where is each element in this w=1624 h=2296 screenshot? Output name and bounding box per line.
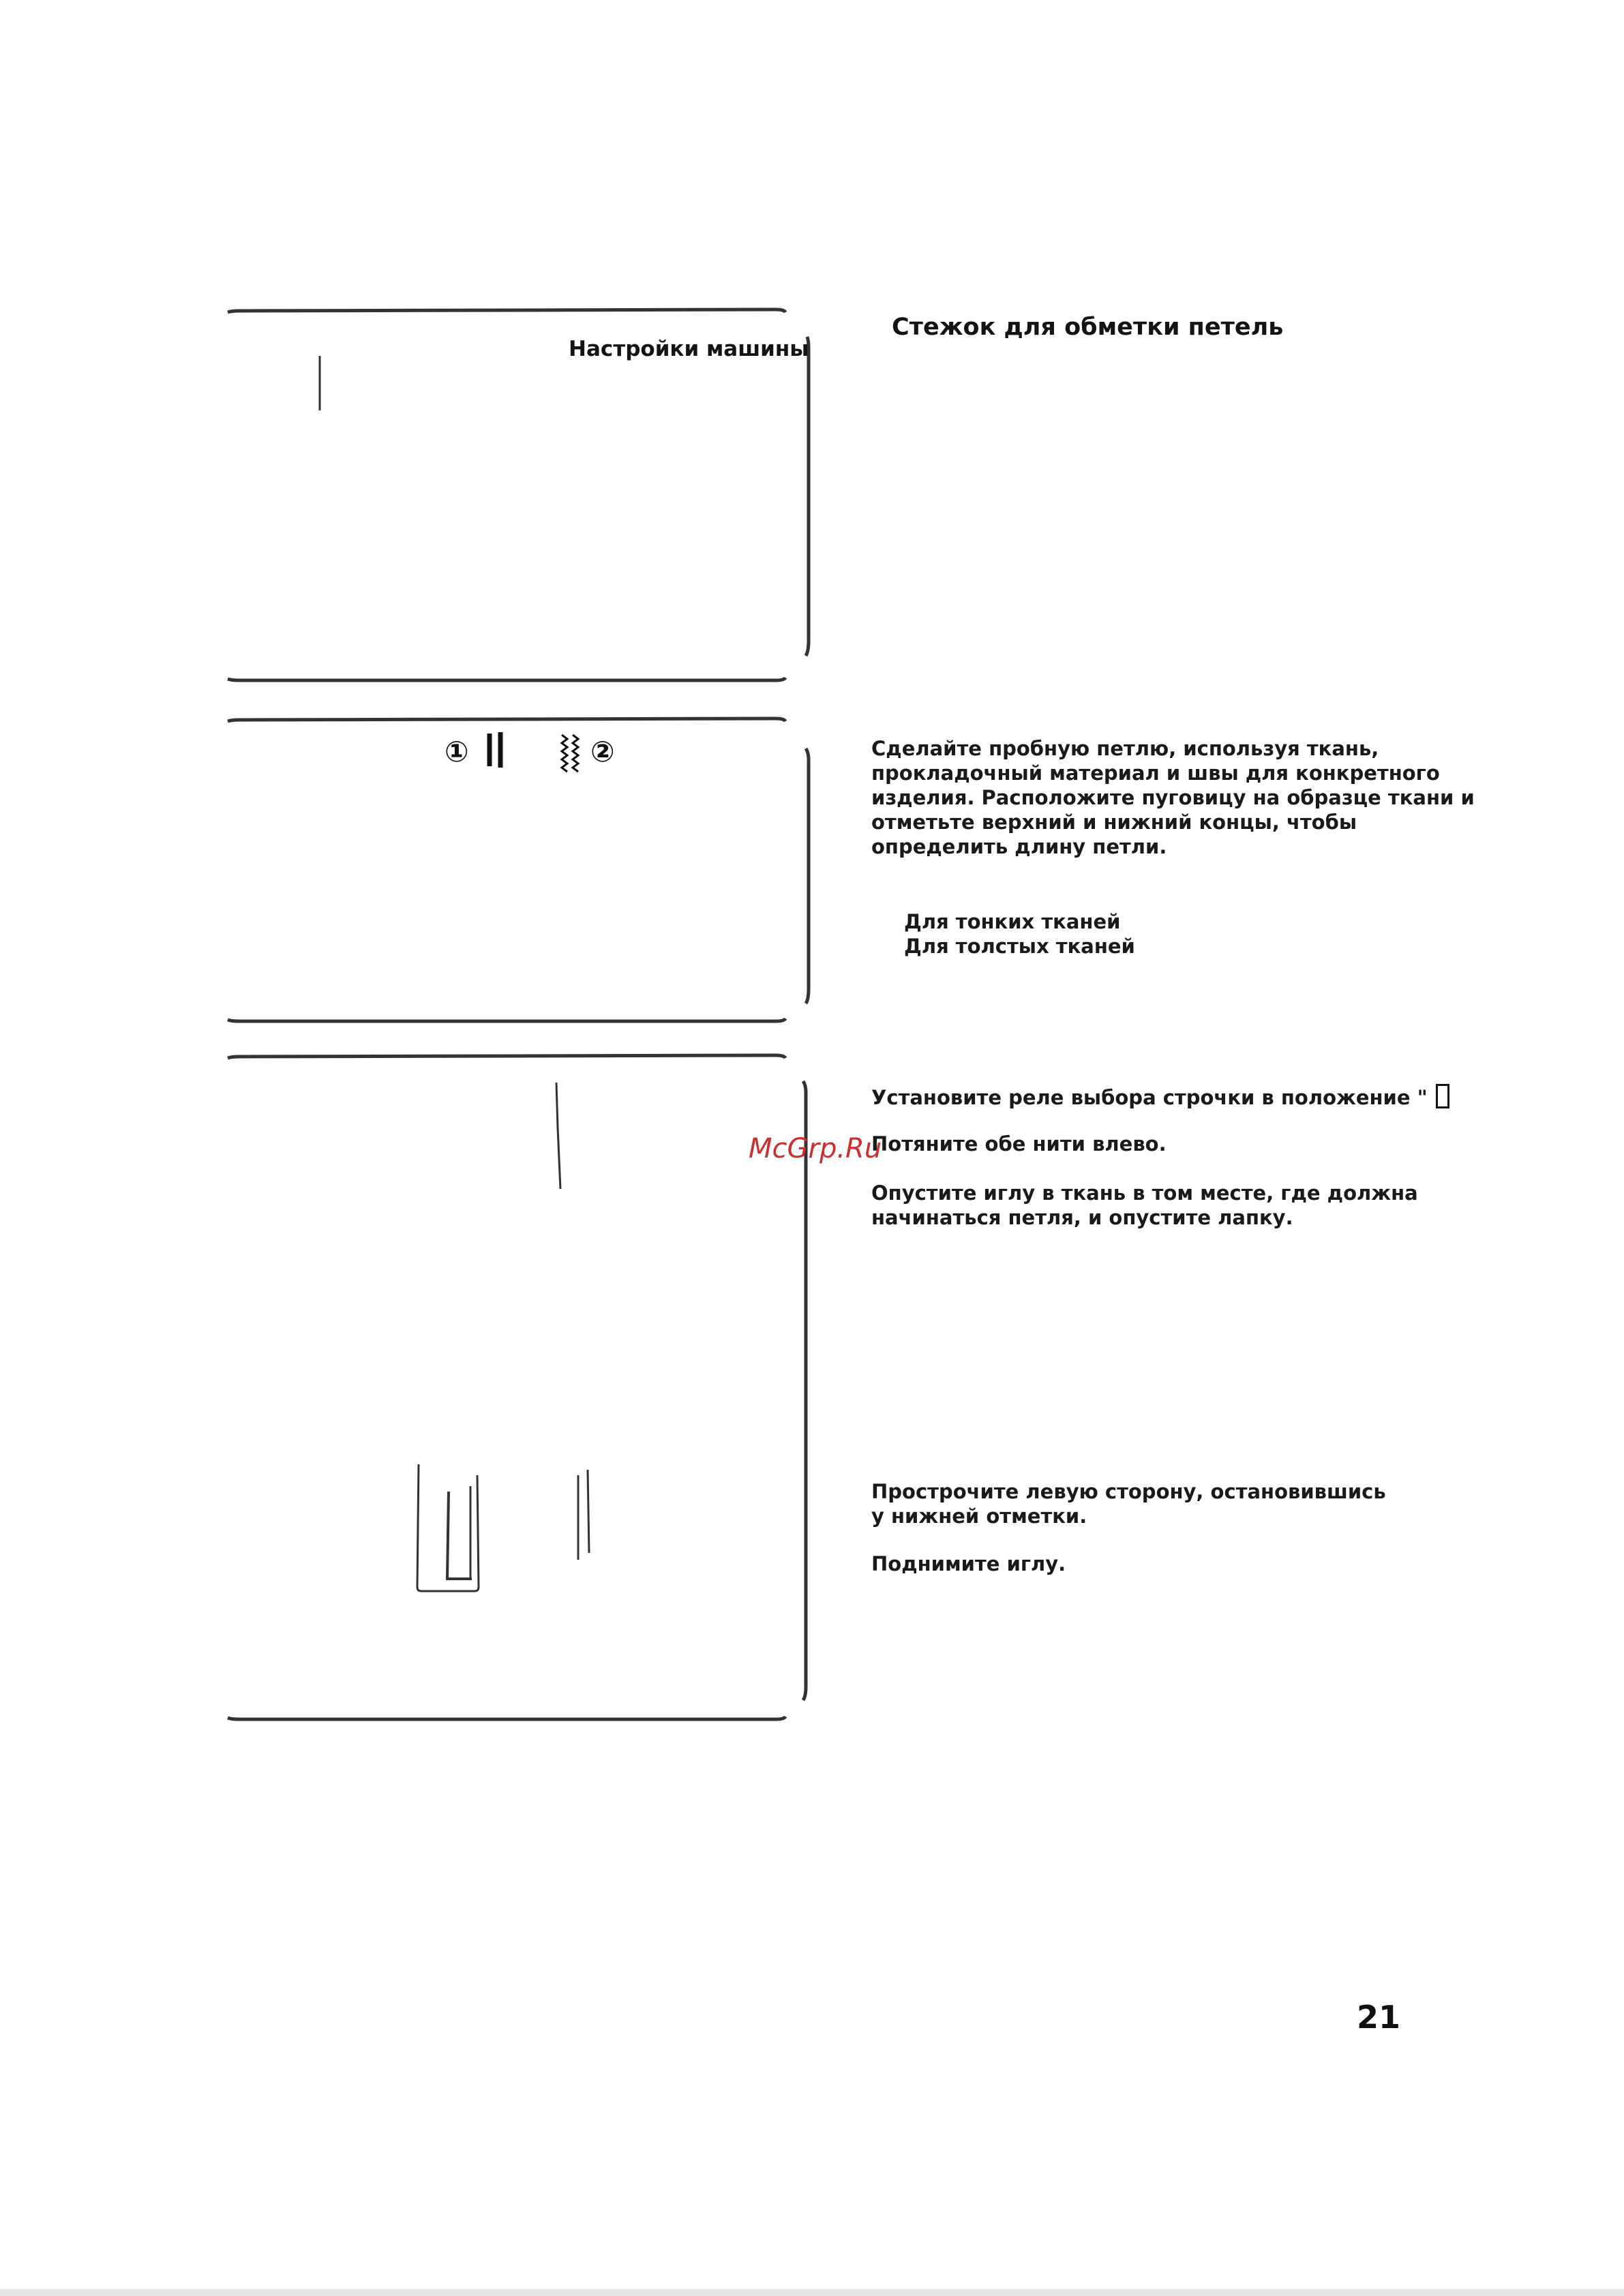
fabric-option-thick: Для толстых тканей (904, 935, 1135, 958)
intro-line: Сделайте пробную петлю, используя ткань, (871, 737, 1379, 760)
buttonhole-sketch (417, 1464, 479, 1591)
section-title: Стежок для обметки петель (892, 314, 1284, 341)
marker-2: ② (590, 735, 615, 768)
intro-line: прокладочный материал и швы для конкретного (871, 761, 1440, 785)
step-sew-left-side (871, 1479, 1386, 1528)
step-raise-needle: Поднимите иглу. (871, 1552, 1066, 1575)
step-lower-needle (871, 1181, 1417, 1230)
illustration-panel-stitch-types (225, 716, 811, 1029)
panel-frame (225, 307, 811, 689)
illustration-panel-buttonhole-steps (225, 1053, 811, 1727)
step-sew-left-line: Прострочите левую сторону, остановившись (871, 1480, 1386, 1503)
scan-edge-strip (0, 2289, 1624, 2296)
intro-line: отметьте верхний и нижний концы, чтобы (871, 811, 1357, 834)
illustration-panel-machine-settings (225, 307, 811, 689)
machine-settings-label: Настройки машины (569, 337, 809, 361)
marker-1: ① (445, 735, 469, 768)
page-number: 21 (1357, 1999, 1401, 2036)
panel-frame (225, 1053, 811, 1727)
straight-stitch-icon (490, 732, 500, 768)
step-pull-threads: Потяните обе нити влево. (871, 1132, 1167, 1155)
panel-frame (225, 716, 811, 1029)
step-lower-needle-line: начинаться петля, и опустите лапку. (871, 1206, 1293, 1229)
step-sew-left-line: у нижней отметки. (871, 1505, 1087, 1528)
intro-line: изделия. Расположите пуговицу на образце ткани и (871, 786, 1475, 809)
left-side-stitch-lines (578, 1470, 589, 1560)
step-set-selector-text: Установите реле выбора строчки в положение " (871, 1086, 1434, 1109)
fabric-options (904, 909, 1135, 958)
intro-line: определить длину петли. (871, 835, 1167, 858)
step-set-selector (871, 1084, 1449, 1110)
zigzag-stitch-icon (562, 735, 578, 772)
needle-line (556, 1083, 560, 1189)
watermark: McGrp.Ru (749, 1133, 882, 1164)
fabric-option-thin: Для тонких тканей (904, 910, 1121, 933)
intro-paragraph (871, 736, 1475, 859)
step-lower-needle-line: Опустите иглу в ткань в том месте, где должна (871, 1181, 1418, 1205)
stitch-position-icon (1436, 1084, 1449, 1108)
